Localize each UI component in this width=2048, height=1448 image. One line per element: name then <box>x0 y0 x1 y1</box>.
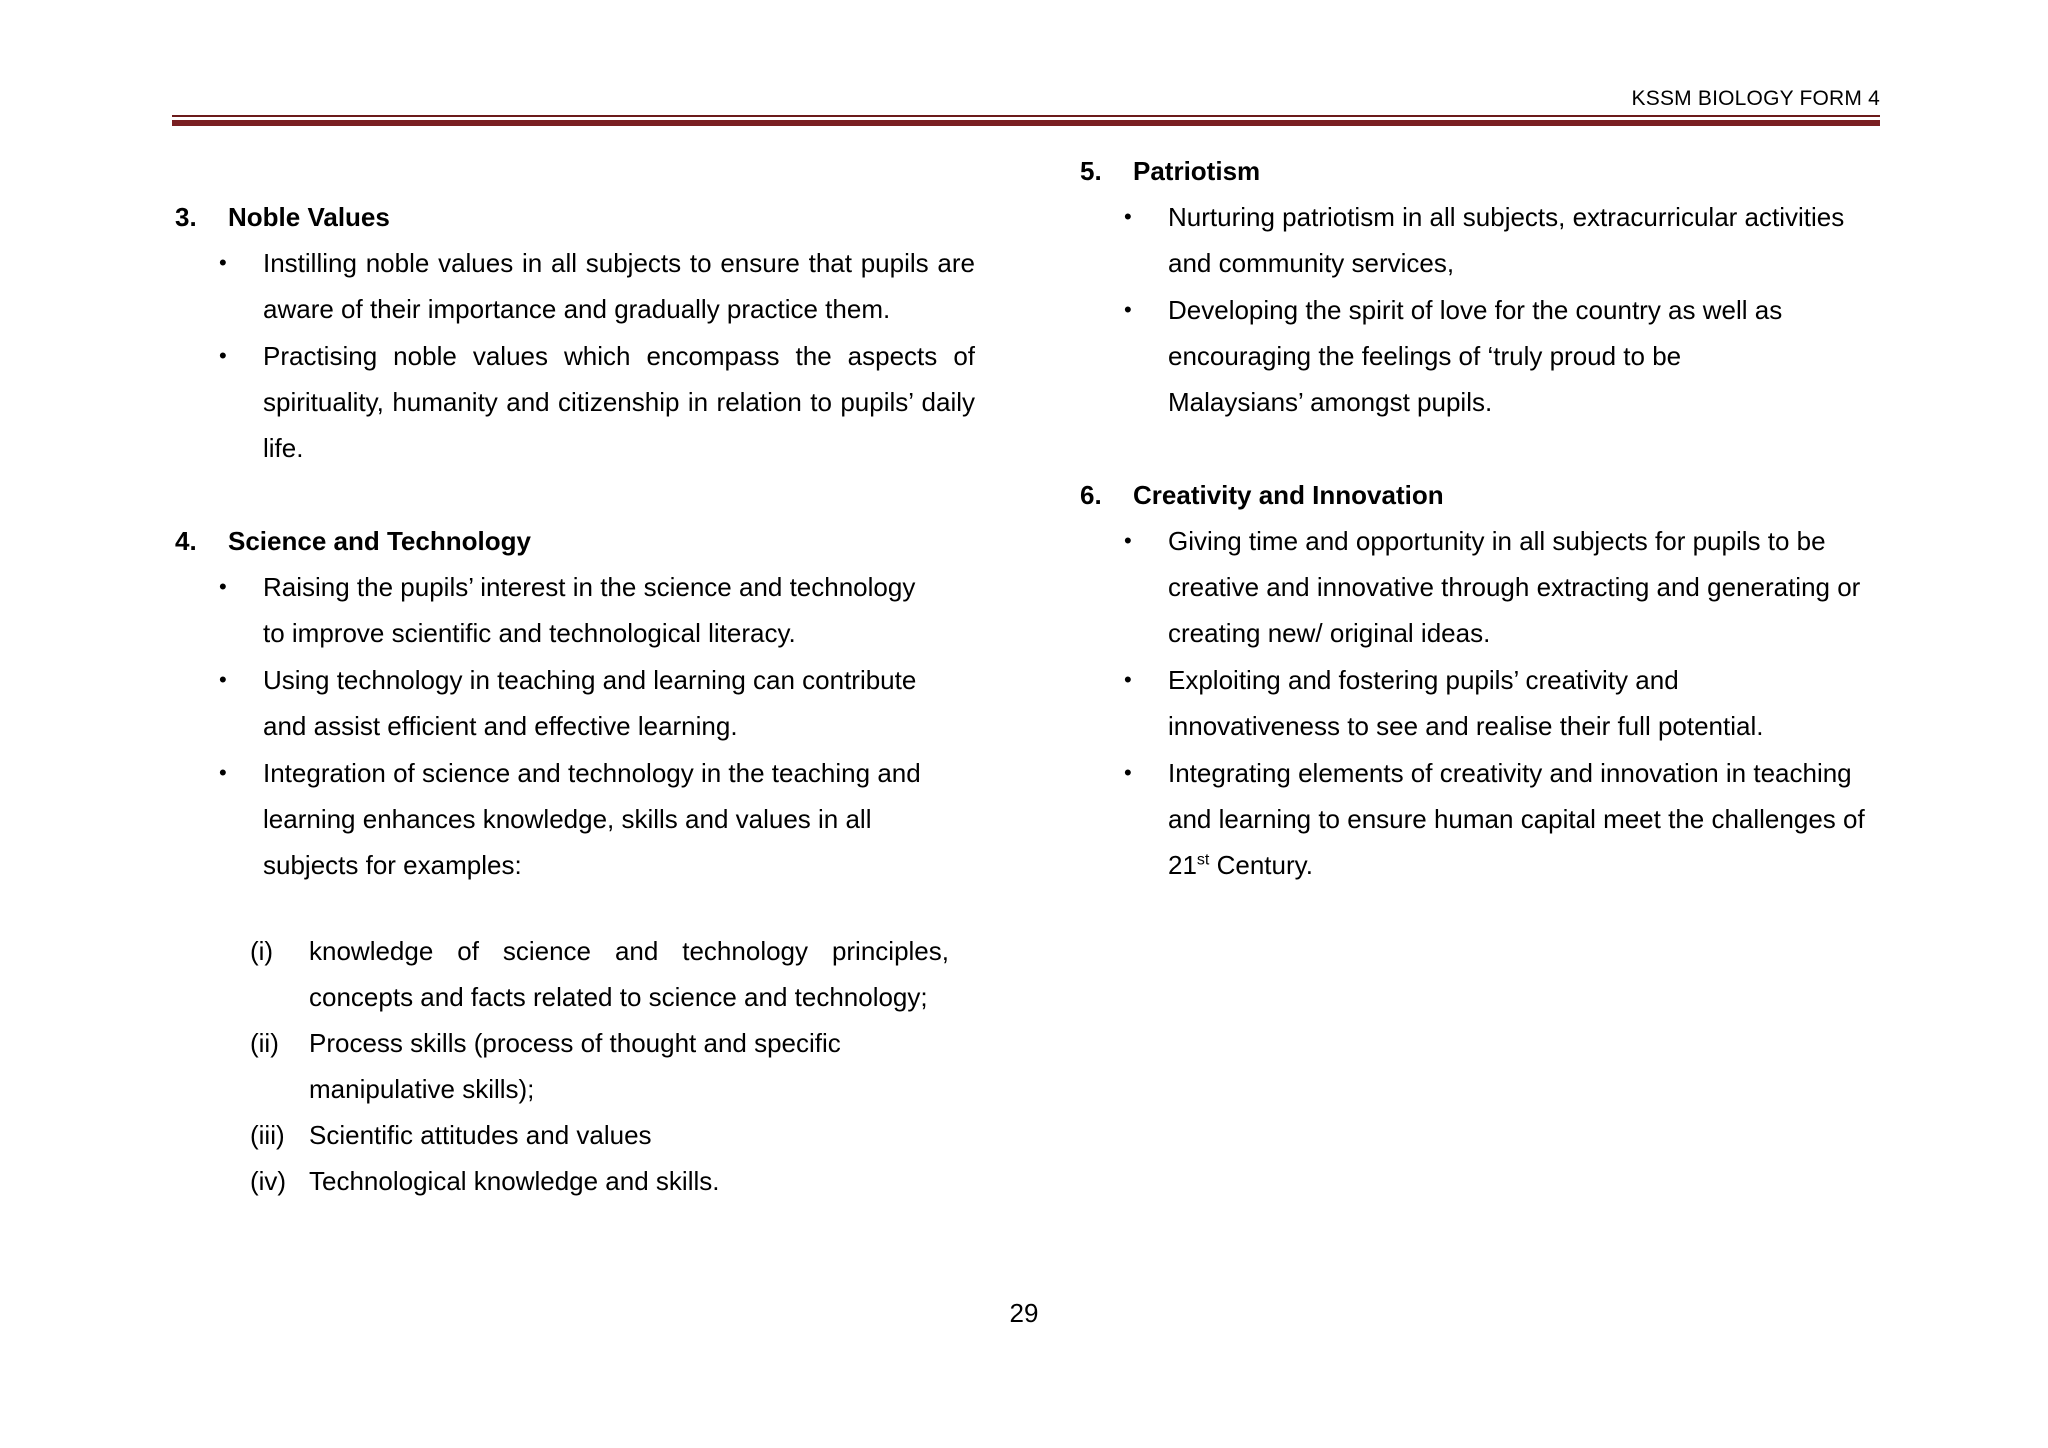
list-item-text-tail: Century. <box>1209 850 1313 880</box>
roman-list-item <box>175 1112 975 1158</box>
roman-numeral: (i) <box>250 936 274 966</box>
list-item-text: Giving time and opportunity in all subjects for pupils to be creative and innovative through extracting and generating or creating new/ original ideas. <box>1168 526 1861 648</box>
bullet-icon: • <box>1124 528 1132 553</box>
list-item <box>1080 657 1880 749</box>
list-item-text: Exploiting and fostering pupils’ creativity and innovativeness to see and realise their full potential. <box>1168 665 1764 741</box>
section-number: 6. <box>1080 480 1102 510</box>
section-heading <box>175 518 975 564</box>
bullet-list <box>175 240 975 471</box>
section-number: 5. <box>1080 156 1102 186</box>
bullet-list <box>1080 518 1880 888</box>
bullet-icon: • <box>1124 760 1132 785</box>
list-item <box>1080 194 1880 286</box>
section-noble-values <box>175 194 975 471</box>
roman-numeral: (ii) <box>250 1028 279 1058</box>
left-column <box>175 194 975 1204</box>
roman-list-item <box>175 1158 975 1204</box>
roman-list-item-text: knowledge of science and technology principles, concepts and facts related to science and technology; <box>309 936 949 1012</box>
bullet-icon: • <box>219 667 227 692</box>
section-heading <box>1080 472 1880 518</box>
list-item <box>175 750 975 888</box>
bullet-list <box>175 564 975 888</box>
list-item-text: Nurturing patriotism in all subjects, extracurricular activities and community services, <box>1168 202 1845 278</box>
list-item <box>175 240 975 332</box>
roman-list-item <box>175 928 975 1020</box>
list-item <box>175 564 975 656</box>
section-number: 4. <box>175 526 197 556</box>
section-science-technology <box>175 518 975 1204</box>
section-number: 3. <box>175 202 197 232</box>
bullet-icon: • <box>219 343 227 368</box>
section-title: Patriotism <box>1133 156 1261 186</box>
list-item <box>1080 518 1880 656</box>
roman-list-item-text: Scientific attitudes and values <box>309 1120 652 1150</box>
superscript-text: st <box>1196 851 1210 869</box>
bullet-icon: • <box>219 760 227 785</box>
list-item-text: Using technology in teaching and learning can contribute and assist efficient and effective learning. <box>263 665 917 741</box>
roman-list-item <box>175 1020 975 1112</box>
roman-numeral-list <box>175 928 975 1204</box>
roman-list-item-text: Process skills (process of thought and specific manipulative skills); <box>309 1028 841 1104</box>
list-item-text-main: Integrating elements of creativity and innovation in teaching and learning to ensure human capital meet the challenges of 21 <box>1168 758 1865 880</box>
list-item <box>1080 750 1880 888</box>
list-item <box>175 657 975 749</box>
section-creativity-innovation <box>1080 472 1880 888</box>
right-column <box>1080 148 1880 889</box>
header-rule-thin <box>172 115 1880 117</box>
section-heading <box>1080 148 1880 194</box>
section-title: Noble Values <box>228 202 390 232</box>
bullet-icon: • <box>1124 204 1132 229</box>
list-item <box>1080 287 1880 425</box>
bullet-icon: • <box>219 250 227 275</box>
header-rule-thick <box>172 120 1880 126</box>
list-item <box>175 333 975 471</box>
bullet-icon: • <box>1124 667 1132 692</box>
bullet-icon: • <box>219 574 227 599</box>
roman-numeral: (iii) <box>250 1120 285 1150</box>
roman-numeral: (iv) <box>250 1166 287 1196</box>
list-item-text: Integration of science and technology in the teaching and learning enhances knowledge, skills and values in all subjects for examples: <box>263 758 921 880</box>
section-patriotism <box>1080 148 1880 425</box>
bullet-list <box>1080 194 1880 425</box>
section-title: Creativity and Innovation <box>1133 480 1444 510</box>
list-item-text: Practising noble values which encompass the aspects of spirituality, humanity and citizenship in relation to pupils’ daily life. <box>263 341 975 463</box>
list-item-text: Instilling noble values in all subjects to ensure that pupils are aware of their importance and gradually practice them. <box>263 248 975 324</box>
bullet-icon: • <box>1124 297 1132 322</box>
section-heading <box>175 194 975 240</box>
list-item-text: Developing the spirit of love for the country as well as encouraging the feelings of ‘truly proud to be Malaysians’ amongst pupils. <box>1168 295 1783 417</box>
roman-list-item-text: Technological knowledge and skills. <box>309 1166 720 1196</box>
list-item-text: Raising the pupils’ interest in the science and technology to improve scientific and technological literacy. <box>263 572 916 648</box>
page-number: 29 <box>1009 1298 1039 1328</box>
list-item-text <box>1168 750 1880 888</box>
page-header-title: KSSM BIOLOGY FORM 4 <box>1631 87 1880 110</box>
section-title: Science and Technology <box>228 526 531 556</box>
